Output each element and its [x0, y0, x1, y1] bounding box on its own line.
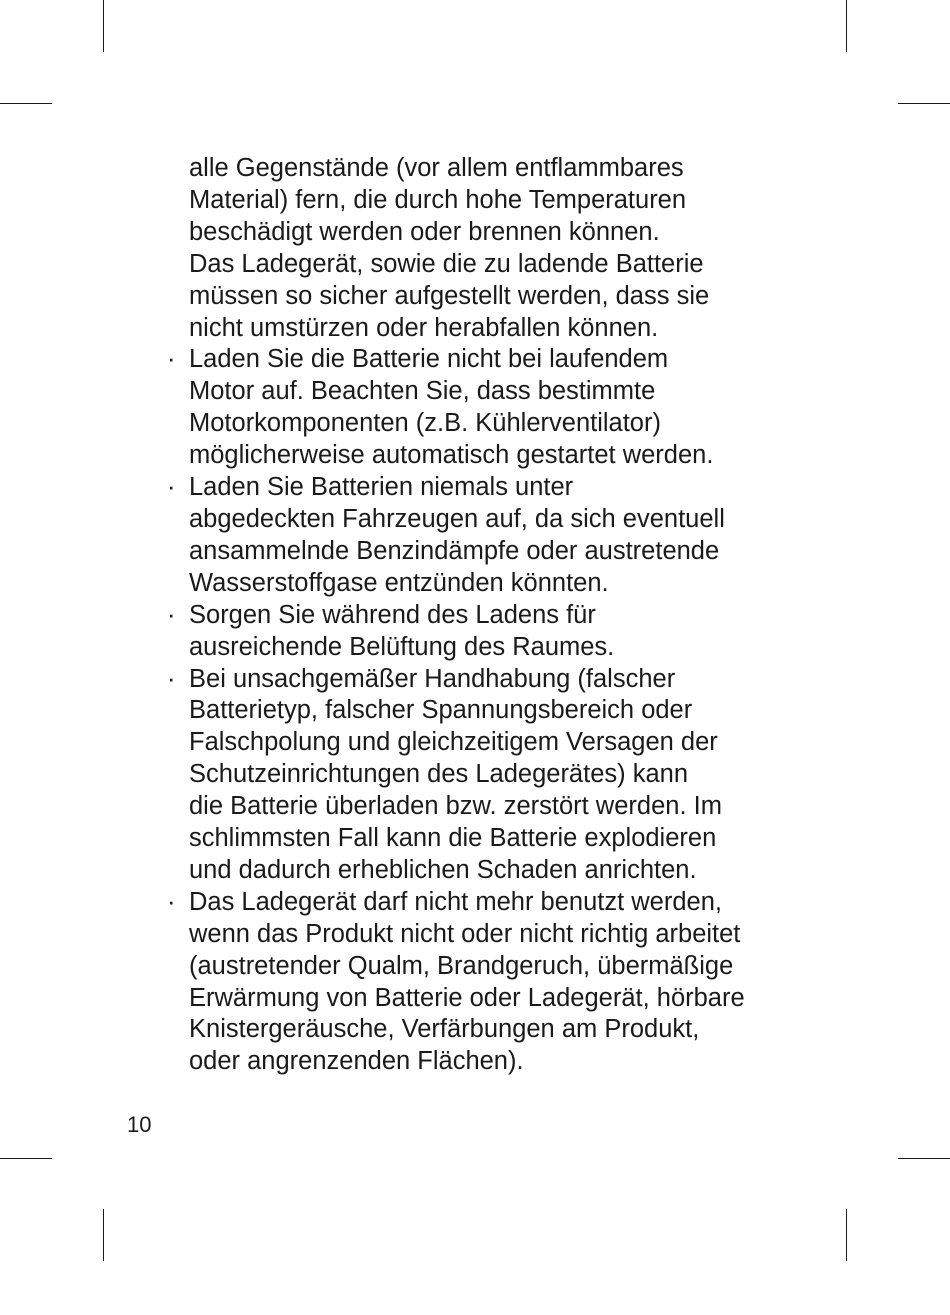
text-line: · Laden Sie Batterien niemals unter [189, 472, 829, 504]
text-line: Material) fern, die durch hohe Temperaturen [189, 185, 687, 214]
text-line: schlimmsten Fall kann die Batterie explodieren [189, 824, 717, 853]
text-line: ansammelnde Benzindämpfe oder austretende [189, 536, 720, 565]
text-line: · Sorgen Sie während des Ladens für [189, 600, 829, 632]
page-number: 10 [127, 1112, 152, 1137]
text-line: alle Gegenstände (vor allem entflammbares [189, 154, 684, 182]
bullet-marker: · [167, 887, 176, 916]
text-line: beschädigt werden oder brennen können. [189, 217, 660, 246]
crop-mark-top-left-horizontal [0, 103, 52, 104]
bullet-item [167, 472, 829, 600]
crop-mark-bottom-left-horizontal [0, 1158, 52, 1159]
bullet-item [167, 887, 829, 1078]
text-line: Schutzeinrichtungen des Ladegerätes) kann [189, 760, 689, 789]
crop-mark-top-left-vertical [103, 0, 104, 52]
text-line: möglicherweise automatisch gestartet werden. [189, 441, 714, 470]
text-line: Knistergeräusche, Verfärbungen am Produkt, [189, 1015, 700, 1044]
text-line: nicht umstürzen oder herabfallen können. [189, 313, 659, 342]
bullet-item [167, 664, 829, 887]
document-body [167, 153, 829, 1078]
text-line: Motor auf. Beachten Sie, dass bestimmte [189, 377, 656, 406]
text-line: · Laden Sie die Batterie nicht bei laufendem [189, 344, 829, 376]
bullet-item [167, 344, 829, 472]
bullet-marker: · [167, 600, 176, 629]
bullet-marker: · [167, 473, 176, 502]
text-line: Wasserstoffgase entzünden könnten. [189, 568, 609, 597]
text-line: wenn das Produkt nicht oder nicht richtig arbeitet [189, 919, 741, 948]
bullet-item [167, 600, 829, 664]
crop-mark-top-right-horizontal [898, 103, 950, 104]
text-line: (austretender Qualm, Brandgeruch, übermäßige [189, 951, 734, 980]
text-line: ausreichende Belüftung des Raumes. [189, 632, 615, 661]
text-line: Erwärmung von Batterie oder Ladegerät, hörbare [189, 983, 745, 1012]
crop-mark-bottom-left-vertical [103, 1209, 104, 1261]
text-line: müssen so sicher aufgestellt werden, dass sie [189, 281, 710, 310]
text-line: Batterietyp, falscher Spannungsbereich oder [189, 696, 693, 725]
crop-mark-top-right-vertical [846, 0, 847, 52]
text-line: abgedeckten Fahrzeugen auf, da sich eventuell [189, 504, 725, 533]
text-line: oder angrenzenden Flächen). [189, 1047, 524, 1076]
crop-mark-bottom-right-vertical [846, 1209, 847, 1261]
bullet-marker: · [167, 345, 176, 374]
text-line: und dadurch erheblichen Schaden anrichten. [189, 855, 697, 884]
text-line: · Bei unsachgemäßer Handhabung (falscher [189, 664, 829, 696]
text-line: Das Ladegerät, sowie die zu ladende Batterie [189, 249, 704, 278]
text-line: die Batterie überladen bzw. zerstört werden. Im [189, 792, 722, 821]
text-line: Motorkomponenten (z.B. Kühlerventilator) [189, 409, 661, 438]
continuation-paragraph [189, 153, 829, 344]
text-line: · Das Ladegerät darf nicht mehr benutzt werden, [189, 887, 829, 919]
text-line: Falschpolung und gleichzeitigem Versagen der [189, 728, 718, 757]
crop-mark-bottom-right-horizontal [898, 1158, 950, 1159]
bullet-marker: · [167, 664, 176, 693]
